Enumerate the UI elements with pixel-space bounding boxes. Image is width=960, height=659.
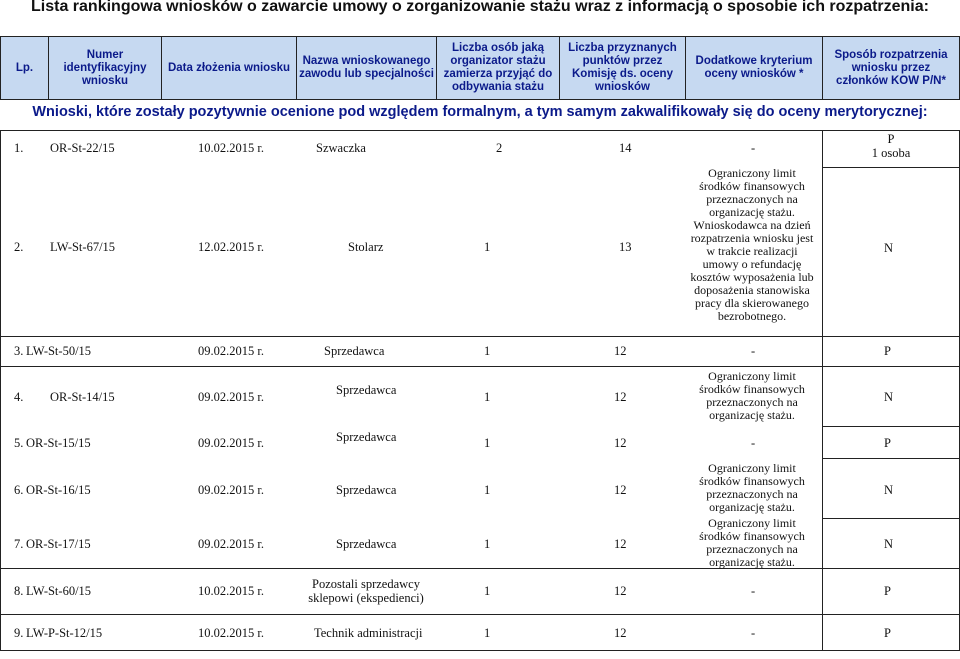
cell-result: P 1 osoba [871, 132, 911, 160]
cell-result: N [884, 483, 894, 497]
cell-points: 12 [614, 436, 627, 450]
cell-date: 09.02.2015 r. [198, 390, 264, 404]
cell-count: 1 [484, 584, 491, 598]
cell-count: 2 [496, 141, 503, 155]
cell-count: 1 [484, 483, 491, 497]
cell-points: 12 [614, 483, 627, 497]
cell-date: 12.02.2015 r. [198, 240, 264, 254]
cell-lp: 5. [14, 436, 24, 450]
header-date: Data złożenia wniosku [162, 37, 297, 99]
cell-date: 09.02.2015 r. [198, 483, 264, 497]
cell-profession: Sprzedawca [336, 383, 397, 397]
cell-lp: 1. [14, 141, 24, 155]
cell-result: N [884, 241, 894, 255]
header-profession: Nazwa wnioskowanego zawodu lub specjalności [297, 37, 437, 99]
cell-extra: Ograniczony limit środków finansowych przeznaczonych na organizację stażu. [699, 461, 805, 514]
cell-points: 12 [614, 626, 627, 640]
cell-count: 1 [484, 436, 491, 450]
cell-points: 12 [614, 390, 627, 404]
cell-lp: 6. [14, 483, 24, 497]
cell-id: LW-St-50/15 [26, 344, 92, 358]
cell-date: 09.02.2015 r. [198, 537, 264, 551]
table-header [0, 36, 960, 100]
cell-lp: 9. [14, 626, 24, 640]
cell-id: LW-St-60/15 [26, 584, 92, 598]
cell-date: 10.02.2015 r. [198, 626, 264, 640]
cell-date: 10.02.2015 r. [198, 584, 264, 598]
cell-id: LW-P-St-12/15 [26, 626, 103, 640]
cell-lp: 2. [14, 240, 24, 254]
cell-result: N [884, 537, 894, 551]
cell-profession: Sprzedawca [336, 483, 397, 497]
header-id: Numer identyfikacyjny wniosku [49, 37, 162, 99]
cell-id: OR-St-17/15 [26, 537, 91, 551]
cell-id: OR-St-15/15 [26, 436, 91, 450]
header-result: Sposób rozpatrzenia wniosku przez członków KOW P/N* [834, 48, 948, 87]
cell-profession: Technik administracji [314, 626, 423, 640]
header-lp: Lp. [1, 37, 49, 99]
cell-result: P [884, 344, 891, 358]
grid-line [0, 614, 960, 615]
cell-points: 12 [614, 537, 627, 551]
grid-line [822, 518, 960, 519]
cell-result: P [884, 436, 891, 450]
cell-profession: Szwaczka [316, 141, 366, 155]
cell-count: 1 [484, 240, 491, 254]
cell-result: N [884, 390, 894, 404]
grid-line [0, 650, 960, 651]
cell-lp: 4. [14, 390, 24, 404]
cell-profession: Sprzedawca [336, 430, 397, 444]
grid-line [0, 568, 960, 569]
cell-count: 1 [484, 344, 491, 358]
cell-id: OR-St-14/15 [50, 390, 115, 404]
cell-result: P [884, 584, 891, 598]
grid-line [0, 130, 1, 651]
section-title: Wnioski, które zostały pozytywnie ocenione pod względem formalnym, a tym samym zakwalifikowały się do oceny merytorycznej: [32, 104, 928, 120]
cell-points: 14 [619, 141, 632, 155]
grid-line [822, 130, 823, 651]
grid-line [822, 167, 960, 168]
cell-lp: 3. [14, 344, 24, 358]
cell-id: OR-St-16/15 [26, 483, 91, 497]
cell-extra: Ograniczony limit środków finansowych przeznaczonych na organizację stażu. [699, 369, 805, 422]
grid-line [0, 336, 960, 337]
grid-line [822, 426, 960, 427]
grid-line [822, 458, 960, 459]
header-count: Liczba osób jaką organizator stażu zamierza przyjąć do odbywania stażu [437, 37, 560, 99]
cell-date: 10.02.2015 r. [198, 141, 264, 155]
cell-count: 1 [484, 626, 491, 640]
cell-lp: 7. [14, 537, 24, 551]
cell-points: 13 [619, 240, 632, 254]
cell-profession: Sprzedawca [336, 537, 397, 551]
cell-result: P [884, 626, 891, 640]
cell-date: 09.02.2015 r. [198, 436, 264, 450]
grid-line [0, 366, 960, 367]
cell-extra: - [751, 344, 756, 358]
cell-id: OR-St-22/15 [50, 141, 115, 155]
cell-lp: 8. [14, 584, 24, 598]
cell-count: 1 [484, 390, 491, 404]
cell-id: LW-St-67/15 [50, 240, 116, 254]
cell-points: 12 [614, 344, 627, 358]
cell-count: 1 [484, 537, 491, 551]
header-points: Liczba przyznanych punktów przez Komisję ds. oceny wniosków [560, 37, 686, 99]
cell-points: 12 [614, 584, 627, 598]
cell-extra: Ograniczony limit środków finansowych przeznaczonych na organizację stażu. [699, 516, 805, 569]
cell-extra: - [751, 584, 756, 598]
header-extra: Dodatkowe kryterium oceny wniosków * [686, 37, 823, 99]
page-title: Lista rankingowa wniosków o zawarcie umowy o zorganizowanie stażu wraz z informacją o sposobie ich rozpatrzenia: [31, 0, 929, 15]
cell-extra: - [751, 626, 756, 640]
cell-date: 09.02.2015 r. [198, 344, 264, 358]
cell-profession: Pozostali sprzedawcy sklepowi (ekspedienci) [308, 577, 424, 605]
cell-extra: - [751, 141, 756, 155]
cell-profession: Sprzedawca [324, 344, 385, 358]
cell-extra: - [751, 436, 756, 450]
grid-line [0, 130, 960, 131]
cell-extra: Ograniczony limit środków finansowych przeznaczonych na organizację stażu. Wnioskodawca na dzień rozpatrzenia wniosku jest w trakcie realizacji umowy o refundację kosztów wyposażenia lub doposażenia stanowiska pracy dla skierowanego bezrobotnego. [690, 166, 814, 323]
cell-profession: Stolarz [348, 240, 384, 254]
